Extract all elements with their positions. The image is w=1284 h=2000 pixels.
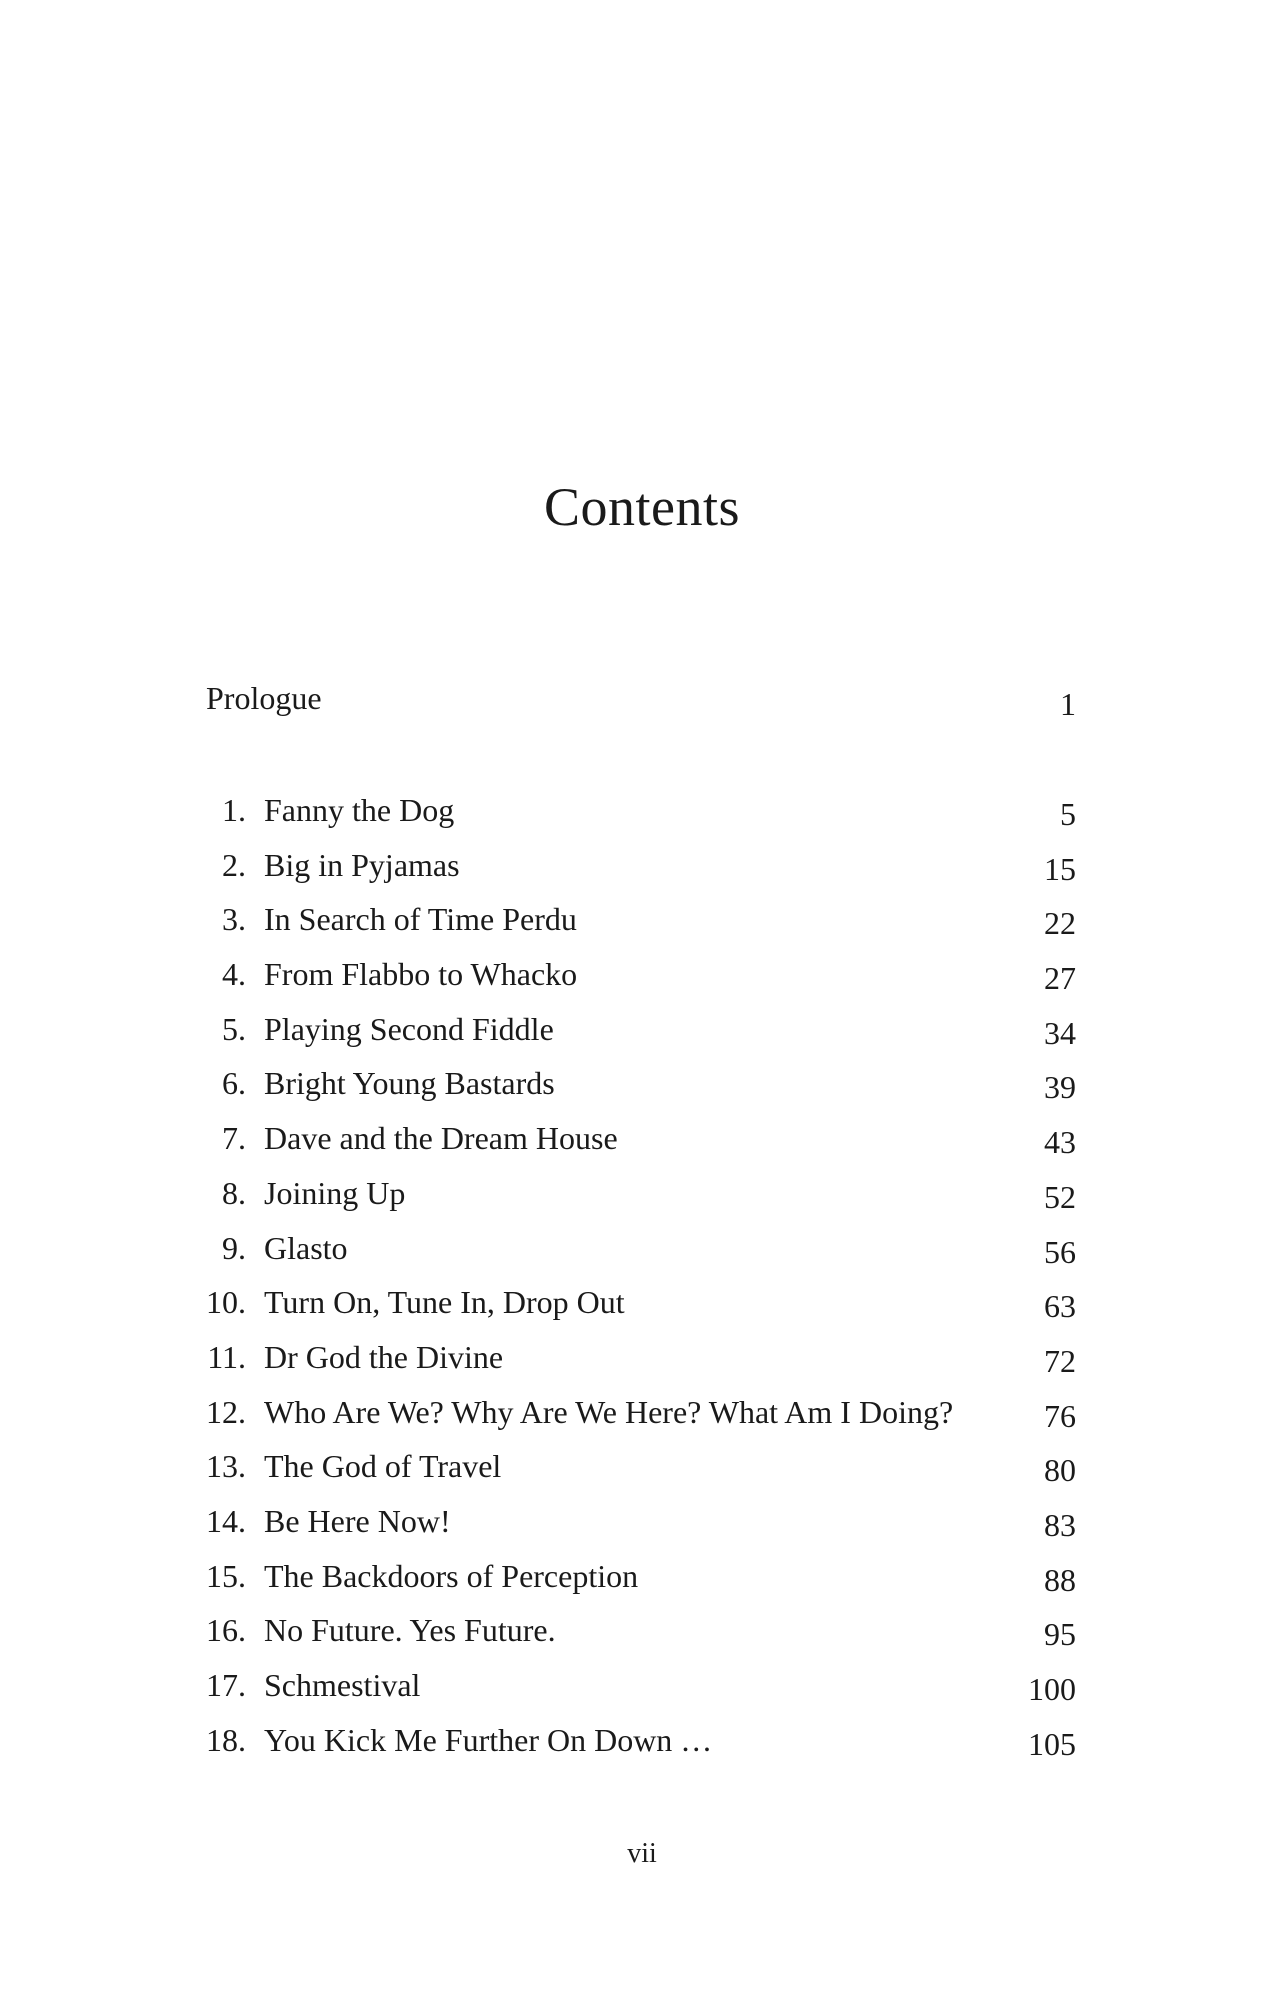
toc-entry-title: The God of Travel	[264, 1448, 502, 1485]
toc-entry-page: 88	[1044, 1561, 1076, 1598]
toc-entry-number: 2.	[222, 846, 246, 883]
toc-entry-number: 16.	[206, 1612, 246, 1649]
toc-entry-title: From Flabbo to Whacko	[264, 956, 578, 993]
toc-entry-page: 63	[1044, 1288, 1076, 1325]
toc-entry-title: Joining Up	[264, 1174, 406, 1211]
toc-entry-title: Schmestival	[264, 1667, 421, 1703]
toc-entry-number: 8.	[222, 1174, 246, 1211]
toc-entry-title: The Backdoors of Perception	[264, 1557, 639, 1594]
toc-entry-title: In Search of Time Perdu	[264, 901, 577, 938]
toc-entry-number: 13.	[206, 1448, 246, 1485]
toc-entry	[200, 1392, 1076, 1447]
toc-entry-page: 27	[1044, 960, 1076, 997]
toc-entry-number: 11.	[207, 1338, 246, 1375]
toc-entry	[200, 1501, 1076, 1556]
toc-entry-page: 95	[1044, 1616, 1076, 1653]
toc-entry-number: 5.	[222, 1010, 246, 1047]
toc-entry-number: 9.	[222, 1229, 246, 1266]
toc-entry-page: 39	[1044, 1069, 1076, 1106]
toc-entry-page: 100	[1028, 1671, 1076, 1707]
toc-entry	[200, 1009, 1076, 1064]
toc-entry-page: 15	[1044, 850, 1076, 887]
page-number: vii	[627, 1838, 657, 1869]
toc-entry-number: 6.	[222, 1065, 246, 1102]
toc-entry	[200, 954, 1076, 1009]
toc-entry-title: Be Here Now!	[264, 1502, 451, 1539]
toc-entry-title: Glasto	[264, 1229, 348, 1266]
toc-entry-prologue	[206, 680, 1076, 724]
page-title: Contents	[543, 477, 740, 538]
toc-entry-title: No Future. Yes Future.	[264, 1612, 556, 1649]
toc-entry-number: 3.	[222, 901, 246, 938]
toc-entry-title: You Kick Me Further On Down …	[264, 1721, 713, 1758]
toc-entry-page: 83	[1044, 1506, 1076, 1543]
toc-entry-title: Dr God the Divine	[264, 1338, 504, 1375]
toc-entry	[200, 845, 1076, 900]
toc-entry-title: Prologue	[206, 680, 322, 716]
toc-entry-page: 80	[1044, 1452, 1076, 1489]
toc-entry-title: Playing Second Fiddle	[264, 1010, 554, 1047]
toc-entry-page: 72	[1044, 1342, 1076, 1379]
toc-entry	[200, 1556, 1076, 1611]
toc-entry-title: Dave and the Dream House	[264, 1120, 618, 1157]
toc-entry-number: 14.	[206, 1502, 246, 1539]
toc-entry-number: 7.	[222, 1120, 246, 1157]
toc-entry-number: 18.	[206, 1721, 246, 1758]
toc-entry	[200, 1446, 1076, 1501]
toc-entry-page: 52	[1044, 1178, 1076, 1215]
toc-entry-page: 56	[1044, 1233, 1076, 1270]
toc-entry-title: Big in Pyjamas	[264, 846, 460, 883]
toc-entry	[200, 1063, 1076, 1118]
toc-entry	[200, 1720, 1076, 1775]
toc-entry	[200, 790, 1076, 845]
toc-entry-number: 10.	[206, 1284, 246, 1321]
toc-entry	[200, 1118, 1076, 1173]
toc-entry-page: 105	[1028, 1725, 1076, 1762]
toc-entry-page: 76	[1044, 1397, 1076, 1434]
toc-entry	[200, 1228, 1076, 1283]
toc-entry-title: Turn On, Tune In, Drop Out	[264, 1284, 625, 1321]
toc-entry-title: Who Are We? Why Are We Here? What Am I Doing?	[264, 1393, 954, 1430]
toc-entry	[200, 1337, 1076, 1392]
toc-entry-page: 22	[1044, 905, 1076, 942]
toc-entry	[200, 1665, 1076, 1720]
toc-entry-page: 5	[1060, 796, 1076, 832]
toc-entry-title: Fanny the Dog	[264, 792, 455, 828]
toc-entry	[200, 1282, 1076, 1337]
toc-entry-title: Bright Young Bastards	[264, 1065, 555, 1102]
toc-entry	[200, 899, 1076, 954]
toc-entry-page: 1	[1060, 686, 1076, 722]
toc-entry	[200, 1610, 1076, 1665]
toc-entry-number: 12.	[206, 1393, 246, 1430]
toc-entry-number: 4.	[222, 956, 246, 993]
toc-entry-number: 1.	[222, 792, 246, 828]
table-of-contents	[200, 790, 1076, 1774]
toc-entry-page: 43	[1044, 1124, 1076, 1161]
toc-entry	[200, 1173, 1076, 1228]
toc-entry-number: 15.	[206, 1557, 246, 1594]
toc-entry-page: 34	[1044, 1014, 1076, 1051]
toc-entry-number: 17.	[206, 1667, 246, 1703]
